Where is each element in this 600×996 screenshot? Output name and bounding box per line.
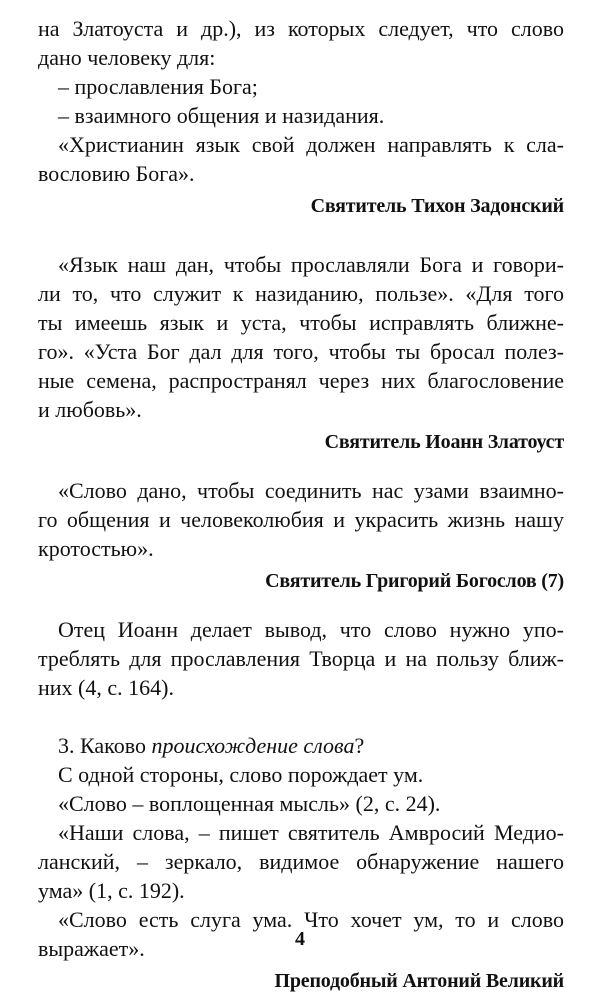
section-origin-of-word xyxy=(38,731,564,996)
text-line: вословию Бога». xyxy=(38,161,195,186)
section-question xyxy=(38,731,564,760)
attribution-chrysostom: Святитель Иоанн Златоуст xyxy=(324,431,564,453)
question-prefix: 3. Каково xyxy=(58,733,152,758)
paragraph-conclusion xyxy=(38,615,564,702)
text-line: «Слово – воплощенная мысль» (2, с. 24). xyxy=(58,791,441,816)
text-line: них (4, с. 164). xyxy=(38,675,174,700)
quote-gregory xyxy=(38,476,564,596)
text-line: ные семена, распространял через них благословение xyxy=(38,368,564,393)
text-line: Отец Иоанн делает вывод, что слово нужно упо- xyxy=(58,617,564,642)
text-line: ты имеешь язык и уста, чтобы исправлять ближне- xyxy=(38,310,564,335)
text-line: ума» (1, с. 192). xyxy=(38,878,185,903)
paragraph-purpose-of-word xyxy=(38,14,564,221)
text-line: «Наши слова, – пишет святитель Амвросий Медио- xyxy=(58,820,564,845)
text-line: ли то, что служит к назиданию, пользе». «Для того xyxy=(38,281,564,306)
text-line: го». «Уста Бог дал для того, чтобы ты бросал полез- xyxy=(38,339,564,364)
page-body xyxy=(38,14,564,996)
page-number: 4 xyxy=(295,928,305,950)
text-line: С одной стороны, слово порождает ум. xyxy=(58,762,424,787)
list-item: – прославления Бога; xyxy=(58,74,258,99)
text-line: дано человеку для: xyxy=(38,45,216,70)
text-line: треблять для прославления Творца и на пользу ближ- xyxy=(38,646,564,671)
text-line: «Язык наш дан, чтобы прославляли Бога и говори- xyxy=(58,252,564,277)
question-emphasis: происхождение слова xyxy=(151,733,355,758)
text-line: на Златоуста и др.), из которых следует, что слово xyxy=(38,16,564,41)
text-line: и любовь». xyxy=(38,397,142,422)
quote-chrysostom xyxy=(38,250,564,457)
attribution-tikhon: Святитель Тихон Задонский xyxy=(310,195,564,217)
text-line: ланский, – зеркало, видимое обнаружение нашего xyxy=(38,849,564,874)
question-suffix: ? xyxy=(354,733,365,758)
text-line: го общения и человеколюбия и украсить жизнь нашу xyxy=(38,507,564,532)
text-line: «Слово есть слуга ума. Что хочет ум, то и слово xyxy=(58,907,564,932)
list-item: – взаимного общения и назидания. xyxy=(58,103,385,128)
text-line: «Христианин язык свой должен направлять к сла- xyxy=(58,132,564,157)
text-line: выражает». xyxy=(38,936,145,961)
attribution-anthony: Преподобный Антоний Великий xyxy=(274,970,564,992)
attribution-gregory: Святитель Григорий Богослов (7) xyxy=(265,570,564,592)
text-line: «Слово дано, чтобы соединить нас узами взаимно- xyxy=(58,478,564,503)
text-line: кротостью». xyxy=(38,536,154,561)
